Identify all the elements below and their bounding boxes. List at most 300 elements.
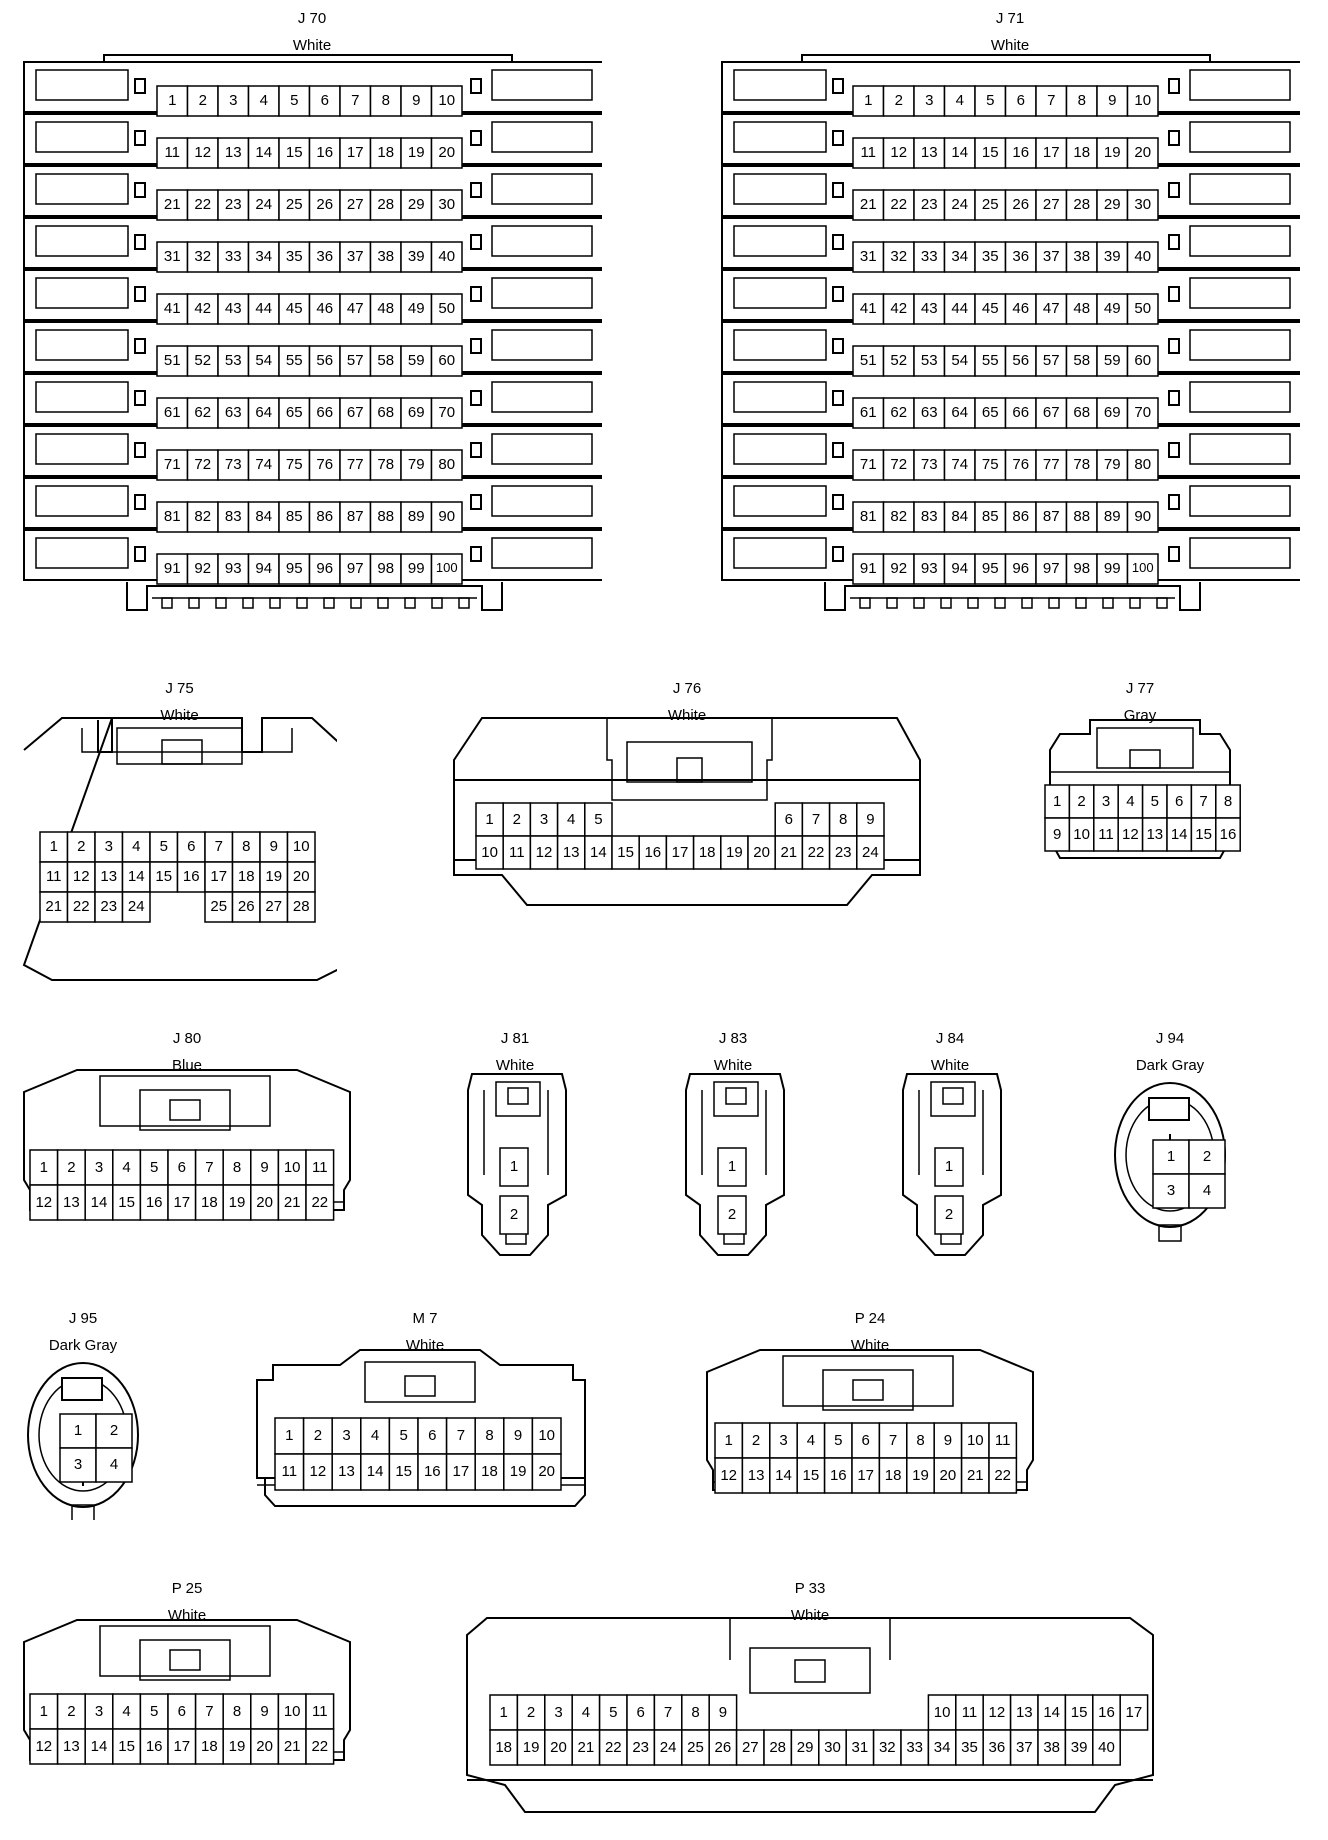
pin-number: 20 [256, 1737, 273, 1755]
pin-number: 69 [407, 404, 425, 421]
pin-number: 30 [824, 1738, 841, 1756]
pin-number: 11 [281, 1463, 298, 1480]
pin-number: 37 [1015, 1738, 1033, 1756]
pin-number: 16 [182, 868, 200, 885]
pin-number: 90 [1134, 508, 1152, 525]
pin-number: 65 [981, 404, 999, 421]
pin-number: 25 [981, 196, 999, 213]
pin-number: 40 [1098, 1738, 1115, 1756]
pin-number: 6 [177, 1702, 186, 1720]
pin-number: 9 [1108, 92, 1117, 109]
connector-outline [1035, 680, 1245, 885]
pin-number: 51 [859, 352, 877, 369]
connector-j94 [1105, 1030, 1235, 1250]
pin-number: 41 [163, 300, 181, 317]
pin-number: 18 [884, 1466, 902, 1484]
pin-number: 26 [1012, 196, 1030, 213]
pin-number: 18 [377, 144, 395, 161]
pin-number: 95 [285, 560, 303, 577]
pin-number: 68 [1073, 404, 1091, 421]
pin-number: 75 [285, 456, 303, 473]
pin-number: 60 [438, 352, 456, 369]
pin-number: 2 [77, 838, 86, 855]
pin-number: 62 [194, 404, 212, 421]
pin-number: 7 [1047, 92, 1056, 109]
pin-number: 14 [255, 144, 273, 161]
pin-number: 86 [316, 508, 334, 525]
pin-number: 84 [255, 508, 273, 525]
pin-number: 1 [39, 1158, 48, 1176]
pin-number: 9 [718, 1703, 728, 1721]
pin-number: 21 [577, 1738, 595, 1756]
pin-number: 1 [73, 1422, 83, 1439]
connector-color-label: Dark Gray [1135, 1057, 1205, 1074]
pin-number: 10 [283, 1158, 301, 1176]
pin-number: 17 [1042, 144, 1060, 161]
pin-number: 7 [214, 838, 223, 855]
connector-id: J 75 [165, 680, 194, 697]
pin-number: 1 [285, 1427, 294, 1444]
pin-number: 1 [864, 92, 873, 109]
pin-number: 50 [1134, 300, 1152, 317]
connector-id: J 95 [68, 1310, 98, 1327]
pin-number: 34 [951, 248, 969, 265]
connector-outline [18, 1310, 148, 1520]
pin-number: 71 [859, 456, 877, 473]
connector-j76 [452, 680, 922, 920]
connector-color-label: Gray [1123, 707, 1157, 724]
pin-number: 15 [395, 1463, 413, 1480]
pin-number: 39 [1103, 248, 1121, 265]
connector-j83 [678, 1030, 788, 1270]
pin-number: 12 [988, 1703, 1006, 1721]
pin-number: 2 [512, 810, 521, 828]
pin-number: 13 [63, 1193, 80, 1211]
pin-number: 65 [285, 404, 303, 421]
pin-number: 8 [1077, 92, 1086, 109]
pin-number: 55 [285, 352, 303, 369]
connector-j71 [720, 0, 1300, 640]
pin-number: 42 [194, 300, 212, 317]
pin-number: 22 [807, 843, 825, 861]
pin-number: 67 [346, 404, 364, 421]
connector-color-label: White [160, 707, 199, 724]
pin-number: 15 [285, 144, 303, 161]
pin-number: 15 [1195, 825, 1212, 843]
pin-number: 25 [285, 196, 303, 213]
pin-number: 14 [590, 843, 607, 861]
pin-number: 9 [260, 1702, 269, 1720]
pin-number: 59 [407, 352, 425, 369]
pin-number: 69 [1103, 404, 1121, 421]
pin-number: 67 [1042, 404, 1060, 421]
pin-number: 99 [407, 560, 425, 577]
connector-id: J 94 [1155, 1030, 1185, 1047]
pin-number: 4 [370, 1427, 380, 1444]
connector-color-label: White [790, 1607, 830, 1624]
pin-number: 8 [232, 1702, 242, 1720]
pin-number: 11 [994, 1431, 1011, 1449]
pin-number: 97 [1042, 560, 1060, 577]
pin-number: 77 [1042, 456, 1060, 473]
pin-number: 12 [194, 144, 212, 161]
pin-number: 9 [1053, 825, 1062, 843]
pin-number: 28 [1073, 196, 1091, 213]
pin-number: 24 [127, 898, 145, 915]
pin-number: 1 [49, 838, 58, 855]
pin-number: 17 [346, 144, 364, 161]
connector-id: J 70 [297, 10, 327, 27]
pin-number: 89 [407, 508, 425, 525]
pin-number: 14 [366, 1463, 384, 1480]
pin-number: 27 [741, 1738, 759, 1756]
pin-number: 45 [285, 300, 303, 317]
pin-number: 33 [224, 248, 242, 265]
pin-number: 22 [994, 1466, 1012, 1484]
pin-number: 57 [346, 352, 364, 369]
pin-number: 46 [316, 300, 334, 317]
pin-number: 23 [920, 196, 938, 213]
pin-number: 35 [981, 248, 999, 265]
pin-number: 19 [726, 843, 743, 861]
pin-number: 1 [168, 92, 177, 109]
pin-number: 98 [377, 560, 395, 577]
connector-outline [22, 680, 337, 990]
pin-number: 29 [796, 1738, 814, 1756]
pin-number: 14 [775, 1466, 792, 1484]
pin-number: 34 [933, 1738, 951, 1756]
pin-number: 22 [194, 196, 212, 213]
pin-number: 26 [714, 1738, 732, 1756]
pin-number: 5 [290, 92, 299, 109]
pin-number: 18 [1073, 144, 1091, 161]
pin-number: 13 [100, 868, 118, 885]
connector-color-label: White [930, 1057, 970, 1074]
pin-number: 14 [90, 1737, 108, 1755]
pin-number: 13 [224, 144, 242, 161]
pin-number: 36 [988, 1738, 1006, 1756]
pin-number: 19 [228, 1193, 246, 1211]
pin-number: 95 [981, 560, 999, 577]
pin-number: 14 [1170, 825, 1188, 843]
pin-number: 3 [554, 1703, 563, 1721]
pin-number: 25 [687, 1738, 704, 1756]
pin-number: 3 [73, 1456, 83, 1473]
pin-number: 38 [377, 248, 395, 265]
connector-outline [255, 1310, 595, 1540]
pin-number: 22 [311, 1737, 329, 1755]
pin-number: 12 [309, 1463, 327, 1480]
pin-number: 12 [35, 1737, 53, 1755]
pin-number: 11 [164, 144, 181, 161]
pin-number: 8 [232, 1158, 242, 1176]
pin-number: 62 [890, 404, 908, 421]
pin-number: 16 [423, 1463, 441, 1480]
pin-number: 28 [377, 196, 395, 213]
pin-number: 37 [1042, 248, 1060, 265]
pin-number: 22 [890, 196, 908, 213]
pin-number: 9 [260, 1158, 269, 1176]
connector-j81 [460, 1030, 570, 1270]
pin-number: 10 [1134, 92, 1152, 109]
pin-number: 5 [159, 838, 168, 855]
pin-number: 20 [550, 1738, 567, 1756]
pin-number: 2 [751, 1431, 761, 1449]
pin-number: 4 [1202, 1182, 1212, 1199]
pin-number: 81 [859, 508, 877, 525]
pin-number: 29 [407, 196, 425, 213]
pin-number: 5 [609, 1703, 618, 1721]
pin-number: 21 [163, 196, 181, 213]
pin-number: 3 [94, 1158, 104, 1176]
pin-number: 61 [163, 404, 181, 421]
pin-number: 18 [495, 1738, 513, 1756]
pin-number: 38 [1073, 248, 1091, 265]
pin-number: 78 [1073, 456, 1091, 473]
pin-number: 52 [890, 352, 908, 369]
pin-number: 33 [906, 1738, 924, 1756]
pin-number: 12 [1122, 825, 1139, 843]
pin-number: 68 [377, 404, 395, 421]
pin-number: 87 [346, 508, 364, 525]
pin-number: 10 [292, 838, 310, 855]
pin-number: 28 [292, 898, 310, 915]
pin-number: 16 [1098, 1703, 1115, 1721]
pin-number: 83 [920, 508, 938, 525]
connector-id: J 76 [672, 680, 702, 697]
pin-number: 17 [1125, 1703, 1143, 1721]
pin-number: 8 [1223, 792, 1233, 810]
pin-number: 2 [727, 1206, 737, 1223]
pin-number: 31 [859, 248, 877, 265]
pin-number: 8 [691, 1703, 700, 1721]
pin-number: 16 [145, 1737, 163, 1755]
pin-number: 13 [747, 1466, 765, 1484]
pin-number: 28 [769, 1738, 787, 1756]
connector-color-label: Blue [171, 1057, 203, 1074]
pin-number: 49 [1103, 300, 1121, 317]
pin-number: 99 [1103, 560, 1121, 577]
pin-number: 20 [292, 868, 310, 885]
pin-number: 23 [834, 843, 852, 861]
connector-id: J 80 [172, 1030, 202, 1047]
pin-number: 60 [1134, 352, 1152, 369]
pin-number: 2 [1077, 792, 1086, 810]
pin-number: 11 [312, 1702, 328, 1720]
pin-number: 7 [811, 810, 821, 828]
connector-color-label: White [667, 707, 707, 724]
pin-number: 19 [522, 1738, 540, 1756]
pin-number: 6 [784, 810, 793, 828]
pin-number: 11 [961, 1703, 978, 1721]
pin-number: 16 [829, 1466, 847, 1484]
pin-number: 26 [237, 898, 255, 915]
pin-number: 8 [381, 92, 390, 109]
connector-id: J 84 [935, 1030, 965, 1047]
pin-number: 61 [859, 404, 877, 421]
pin-number: 13 [63, 1737, 80, 1755]
pin-number: 19 [265, 868, 283, 885]
pin-number: 79 [1103, 456, 1121, 473]
pin-number: 76 [1012, 456, 1030, 473]
pin-number: 72 [890, 456, 908, 473]
pin-number: 17 [210, 868, 228, 885]
connector-id: J 71 [995, 10, 1025, 27]
pin-number: 1 [1053, 792, 1062, 810]
pin-number: 96 [1012, 560, 1030, 577]
pin-number: 47 [346, 300, 364, 317]
pin-number: 13 [1015, 1703, 1033, 1721]
pin-number: 3 [1166, 1182, 1176, 1199]
pin-number: 7 [1199, 792, 1208, 810]
pin-number: 38 [1043, 1738, 1061, 1756]
pin-number: 82 [890, 508, 908, 525]
pin-number: 1 [485, 810, 494, 828]
pin-number: 6 [177, 1158, 186, 1176]
pin-number: 2 [944, 1206, 954, 1223]
pin-number: 1 [944, 1158, 954, 1175]
pin-number: 2 [1202, 1148, 1212, 1165]
pin-number: 6 [861, 1431, 870, 1449]
pin-number: 64 [255, 404, 273, 421]
pin-number: 89 [1103, 508, 1121, 525]
pin-number: 13 [338, 1463, 355, 1480]
pin-number: 59 [1103, 352, 1121, 369]
pin-number: 18 [481, 1463, 498, 1480]
pin-number: 32 [890, 248, 908, 265]
pin-number: 1 [1166, 1148, 1176, 1165]
pin-number: 83 [224, 508, 242, 525]
pin-number: 81 [163, 508, 181, 525]
pin-number: 7 [888, 1431, 898, 1449]
pin-number: 64 [951, 404, 969, 421]
pin-number: 19 [228, 1737, 246, 1755]
pin-number: 51 [163, 352, 181, 369]
connector-id: J 81 [500, 1030, 530, 1047]
pin-number: 12 [35, 1193, 53, 1211]
pin-number: 11 [860, 144, 877, 161]
pin-number: 27 [265, 898, 283, 915]
pin-number: 54 [951, 352, 969, 369]
pin-number: 7 [663, 1703, 673, 1721]
pin-number: 6 [1016, 92, 1025, 109]
pin-number: 9 [412, 92, 421, 109]
pin-number: 15 [155, 868, 173, 885]
pin-number: 12 [890, 144, 908, 161]
pin-number: 4 [122, 1702, 131, 1720]
pin-number: 43 [224, 300, 242, 317]
pin-number: 77 [346, 456, 364, 473]
connector-color-label: White [292, 37, 332, 54]
pin-number: 5 [150, 1158, 159, 1176]
pin-number: 71 [163, 456, 181, 473]
pin-number: 3 [779, 1431, 788, 1449]
connector-outline [895, 1030, 1005, 1270]
connector-m7 [255, 1310, 595, 1540]
pin-number: 9 [866, 810, 875, 828]
pin-number: 2 [109, 1422, 119, 1439]
pin-number: 10 [481, 843, 498, 861]
pin-number: 22 [604, 1738, 622, 1756]
pin-number: 4 [1126, 792, 1135, 810]
pin-number: 44 [951, 300, 969, 317]
pin-number: 56 [1012, 352, 1030, 369]
pin-number: 22 [311, 1193, 329, 1211]
pin-number: 63 [920, 404, 938, 421]
pin-number: 11 [508, 843, 525, 861]
pin-number: 86 [1012, 508, 1030, 525]
pin-number: 1 [39, 1702, 48, 1720]
pin-number: 4 [109, 1456, 119, 1473]
pin-number: 70 [438, 404, 456, 421]
connector-outline [452, 680, 922, 920]
pin-number: 36 [316, 248, 334, 265]
pin-number: 2 [67, 1702, 76, 1720]
pin-number: 21 [45, 898, 63, 915]
pin-number: 63 [224, 404, 242, 421]
pin-number: 11 [312, 1158, 328, 1176]
pin-number: 100 [435, 560, 458, 575]
pin-number: 24 [862, 843, 879, 861]
pin-number: 12 [72, 868, 90, 885]
pin-number: 35 [961, 1738, 978, 1756]
pin-number: 20 [438, 144, 456, 161]
connector-j80 [22, 1030, 352, 1255]
connector-j77 [1035, 680, 1245, 885]
pin-number: 84 [951, 508, 969, 525]
pin-number: 66 [1012, 404, 1030, 421]
pin-number: 42 [890, 300, 908, 317]
pin-number: 17 [173, 1737, 191, 1755]
pin-number: 32 [194, 248, 212, 265]
pin-number: 10 [966, 1431, 984, 1449]
pin-number: 26 [316, 196, 334, 213]
pin-number: 12 [535, 843, 553, 861]
pin-number: 15 [1070, 1703, 1088, 1721]
pin-number: 21 [780, 843, 798, 861]
pin-number: 3 [94, 1702, 104, 1720]
pin-number: 7 [456, 1427, 466, 1444]
pin-number: 48 [1073, 300, 1091, 317]
pin-number: 12 [720, 1466, 738, 1484]
pin-number: 4 [122, 1158, 131, 1176]
pin-number: 56 [316, 352, 334, 369]
pin-number: 13 [1146, 825, 1164, 843]
pin-number: 30 [438, 196, 456, 213]
connector-outline [705, 1310, 1035, 1535]
pin-number: 21 [283, 1737, 301, 1755]
connector-color-label: White [713, 1057, 753, 1074]
pin-number: 36 [1012, 248, 1030, 265]
connector-j95 [18, 1310, 148, 1520]
pin-number: 7 [205, 1158, 214, 1176]
connector-color-label: White [495, 1057, 535, 1074]
pin-number: 72 [194, 456, 212, 473]
pin-number: 21 [283, 1193, 301, 1211]
pin-number: 9 [943, 1431, 953, 1449]
pin-number: 2 [509, 1206, 519, 1223]
pin-number: 5 [399, 1427, 408, 1444]
pin-number: 11 [45, 868, 62, 885]
pin-number: 34 [255, 248, 273, 265]
pin-number: 74 [255, 456, 273, 473]
pin-number: 20 [753, 843, 770, 861]
pin-number: 1 [499, 1703, 508, 1721]
pin-number: 97 [346, 560, 364, 577]
pin-number: 55 [981, 352, 999, 369]
pin-number: 18 [698, 843, 716, 861]
pin-number: 94 [255, 560, 273, 577]
